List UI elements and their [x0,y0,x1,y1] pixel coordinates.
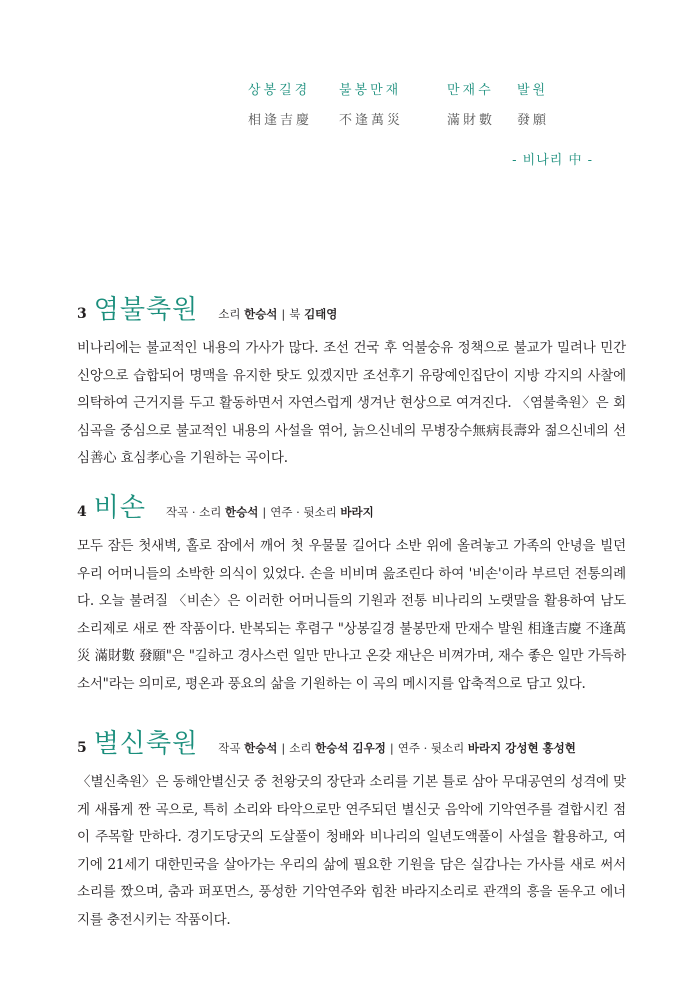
section-body: 비나리에는 불교적인 내용의 가사가 많다. 조선 건국 후 억불숭유 정책으로 불교가 밀려나 민간신앙으로 습합되어 명맥을 유지한 탓도 있겠지만 조선후기 유랑예인집단이 지방 각지의 사찰에 의탁하여 근거지를 두고 활동하면서 자연스럽게 생겨난 현상으로 여겨진다. 〈염불축원〉은 회심곡을 중심으로 불교적인 내용의 사설을 엮어, 늙으신네의 무병장수無病長壽와 젊으신네의 선심善心 효심孝心을 기원하는 곡이다. [77,340,626,466]
section-credits [218,740,576,756]
credit-name: 바라지 [340,505,374,519]
credit-name: 한승석 김우정 [315,741,386,755]
credit-name: 김태영 [304,307,338,321]
section-heading [77,723,626,760]
section-number: 4 [77,504,87,520]
credit-role: 소리 [289,741,312,755]
credit-role: 연주 · 뒷소리 [397,741,465,755]
epigraph-phrase: 만재수 [447,83,494,98]
credit-role: 작곡 [218,741,241,755]
section-body: 모두 잠든 첫새벽, 홀로 잠에서 깨어 첫 우물물 길어다 소반 위에 올려놓고 가족의 안녕을 빌던 우리 어머니들의 소박한 의식이 있었다. 손을 비비며 읊조린다 하여 '비손'이라 부르던 전통의례다. 오늘 불려질 〈비손〉은 이러한 어머니들의 기원과 전통 비나리의 노랫말을 활용하여 남도소리제로 새로 짠 작품이다. 반복되는 후렴구 "상봉길경 불봉만재 만재수 발원 相逢吉慶 不逢萬災 滿財數 發願"은 "길하고 경사스런 일만 만나고 온갖 재난은 비껴가며, 재수 좋은 일만 가득하소서"라는 의미로, 평온과 풍요의 삶을 기원하는 이 곡의 메시지를 압축적으로 담고 있다. [77,538,626,692]
program-section [77,723,626,934]
section-title: 비손 [93,493,146,523]
epigraph-phrase-hanja: 不逢萬災 [339,113,404,128]
section-body: 〈별신축원〉은 동해안별신굿 중 천왕굿의 장단과 소리를 기본 틀로 삼아 무대공연의 성격에 맞게 새롭게 짠 곡으로, 특히 소리와 타악으로만 연주되던 별신굿 음악에 기악연주를 결합시킨 점이 주목할 만하다. 경기도당굿의 도살풀이 청배와 비나리의 일년도액풀이 사설을 활용하고, 여기에 21세기 대한민국을 살아가는 우리의 삶에 필요한 기원을 담은 실감나는 가사를 새로 써서 소리를 짰으며, 춤과 퍼포먼스, 풍성한 기악연주와 힘찬 바라지소리로 관객의 흥을 돋우고 에너지를 충전시키는 작품이다. [77,774,626,928]
credit-separator: | [262,505,267,519]
section-credits [218,306,337,322]
program-section [77,487,626,698]
section-title: 별신축원 [93,729,199,759]
credit-role: 연주 · 뒷소리 [270,505,337,519]
section-heading [77,289,626,326]
credit-name: 바라지 강성현 홍성현 [467,741,576,755]
epigraph-hangul [248,79,568,98]
section-number: 3 [77,306,87,322]
epigraph-hanja [248,109,568,128]
credit-separator: | [281,307,286,321]
epigraph-phrase: 상봉길경 [248,83,311,98]
epigraph-source: - 비나리 中 - [512,153,593,168]
credit-role: 소리 [218,307,241,321]
epigraph-phrase-hanja: 發願 [517,113,550,128]
epigraph [248,79,568,128]
program-section [77,289,626,473]
section-credits [166,504,374,520]
section-title: 염불축원 [93,295,199,325]
credit-name: 한승석 [244,307,278,321]
credit-role: 작곡 · 소리 [165,505,222,519]
section-number: 5 [77,740,87,756]
credit-separator: | [389,741,394,755]
epigraph-phrase: 불봉만재 [339,83,402,98]
credit-role: 북 [289,307,301,321]
epigraph-phrase-hanja: 滿財數 [447,113,496,128]
credit-name: 한승석 [225,505,259,519]
epigraph-phrase-hanja: 相逢吉慶 [248,113,313,128]
credit-separator: | [281,741,286,755]
credit-name: 한승석 [244,741,278,755]
epigraph-phrase: 발원 [517,83,549,98]
section-heading [77,487,626,524]
